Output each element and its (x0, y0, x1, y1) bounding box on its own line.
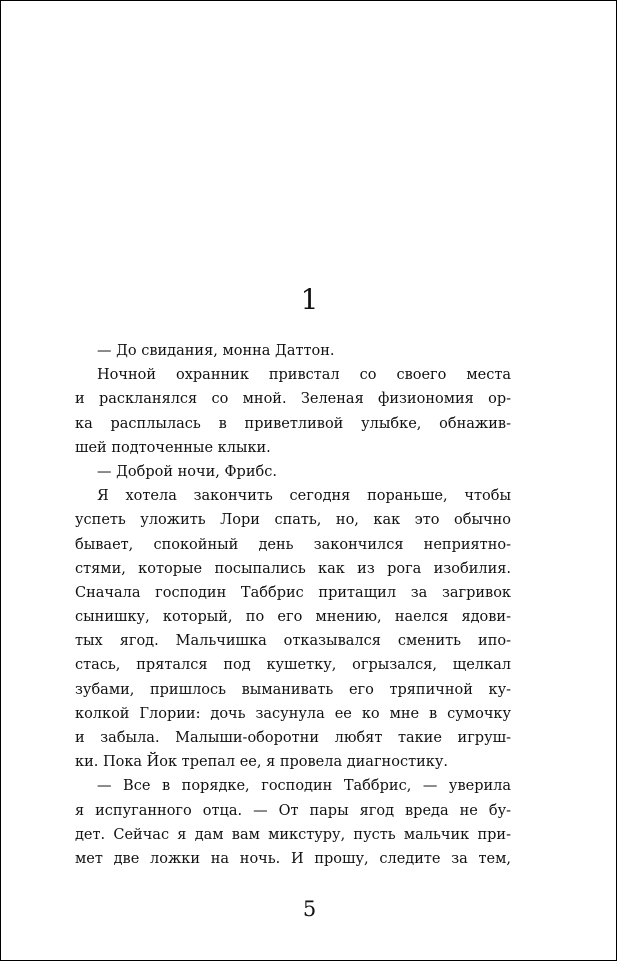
text-line: дет. Сейчас я дам вам микстуру, пусть мальчик при- (75, 826, 511, 843)
text-line: — Все в порядке, господин Таббрис, — уверила (97, 778, 511, 795)
chapter-number: 1 (300, 283, 319, 316)
text-line: и забыла. Малыши-оборотни любят такие игруш- (75, 730, 511, 746)
text-line: и раскланялся со мной. Зеленая физиономия ор- (75, 391, 511, 408)
text-line: тых ягод. Мальчишка отказывался сменить ипо- (75, 633, 511, 650)
page-number: 5 (302, 897, 317, 921)
text-line: зубами, пришлось выманивать его тряпичной ку- (75, 681, 511, 698)
text-line: успеть уложить Лори спать, но, как это обычно (75, 512, 511, 529)
text-line: Сначала господин Таббрис притащил за загривок (75, 584, 511, 601)
text-line: бывает, спокойный день закончился неприятно- (75, 536, 511, 553)
text-line: мет две ложки на ночь. И прошу, следите за тем, (75, 850, 511, 867)
text-line: ка расплылась в приветливой улыбке, обнажив- (75, 415, 511, 432)
text-line: шей подточенные клыки. (75, 439, 271, 456)
text-line: стась, прятался под кушетку, огрызался, щелкал (75, 657, 511, 674)
text-line: сынишку, который, по его мнению, наелся ядови- (75, 609, 511, 626)
text-line: колкой Глории: дочь засунула ее ко мне в сумочку (75, 705, 511, 722)
text-line: ки. Пока Йок трепал ее, я провела диагностику. (75, 754, 448, 771)
text-line: — Доброй ночи, Фрибс. (97, 463, 277, 480)
text-line: я испуганного отца. — От пары ягод вреда не бу- (75, 802, 511, 819)
text-line: — До свидания, монна Даттон. (97, 343, 335, 359)
text-line: стями, которые посыпались как из рога изобилия. (75, 560, 511, 577)
body-text (75, 339, 511, 871)
text-line: Ночной охранник привстал со своего места (97, 367, 511, 384)
text-line: Я хотела закончить сегодня пораньше, чтобы (97, 488, 511, 505)
